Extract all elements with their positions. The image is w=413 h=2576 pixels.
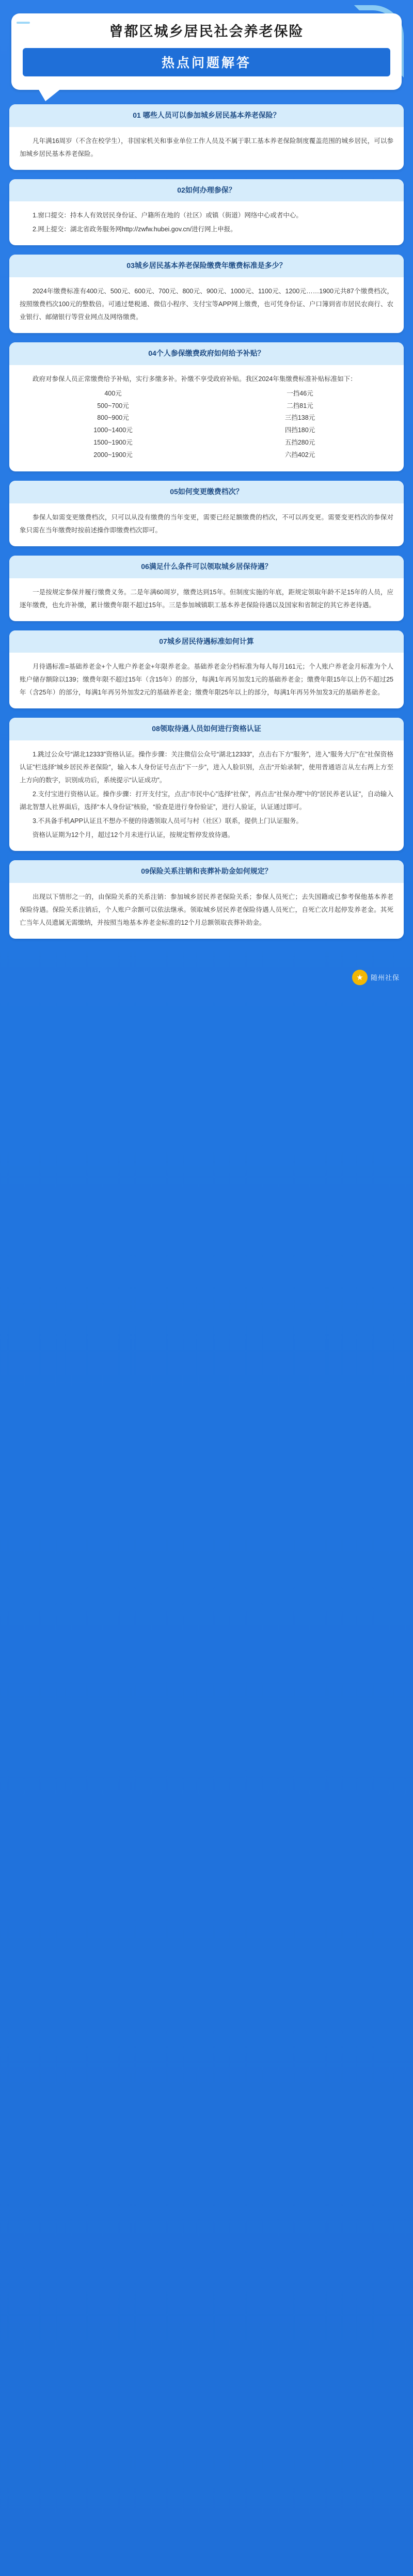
faq-paragraph: 1.窗口提交：持本人有效居民身份证、户籍所在地的（社区）或镇（街道）网络中心或者中心。 — [33, 212, 303, 219]
table-cell-subsidy: 五挡280元 — [284, 438, 315, 446]
faq-question: 04个人参保缴费政府如何给予补贴？ — [9, 342, 404, 366]
faq-card-02 — [9, 179, 404, 246]
faq-paragraph: 2.支付宝进行资格认证。操作步骤：打开支付宝，点击“市民中心”选择“社保”，再点击“社保办理”中的“居民养老认证”，自动输入湖北智慧人社界面后，选择“本人身份证”核验，“验查是进行身份验证”，进行人验证，认证通过即可。 — [20, 791, 393, 811]
faq-paragraph: 凡年满16周岁（不含在校学生），非国家机关和事业单位工作人员及不属于职工基本养老保险制度覆盖范围的城乡居民，可以参加城乡居民基本养老保险。 — [20, 137, 393, 157]
faq-answer — [9, 653, 404, 708]
faq-card-05 — [9, 481, 404, 546]
faq-card-09 — [9, 860, 404, 939]
table-cell-subsidy: 二挡81元 — [287, 402, 313, 409]
table-cell-bracket: 1500~1900元 — [93, 438, 133, 446]
table-cell-bracket: 2000~1900元 — [93, 451, 133, 459]
faq-answer — [9, 128, 404, 170]
table-row — [20, 412, 393, 424]
faq-answer — [9, 202, 404, 245]
faq-answer — [9, 883, 404, 939]
faq-answer — [9, 504, 404, 546]
faq-card-03 — [9, 255, 404, 333]
faq-card-04 — [9, 342, 404, 471]
table-row — [20, 437, 393, 449]
table-row — [20, 400, 393, 413]
faq-answer — [9, 741, 404, 851]
table-row — [20, 449, 393, 462]
faq-question: 07城乡居民待遇标准如何计算 — [9, 630, 404, 654]
faq-card-08 — [9, 718, 404, 851]
faq-paragraph: 出现以下情形之一的，由保险关系的关系注销：参加城乡居民养老保险关系；参保人员死亡；去失国籍或已参考保他基本养老保险待遇。保险关系注销后，个人账户余额可以依法继承。领取城乡居民养老保险待遇人员死亡，自死亡次月起停发养老金。其死亡当年人员遗属无需缴纳，并按照当地基本养老金标准的12个月总额领取丧葬补助金。 — [20, 893, 393, 926]
faq-question: 05如何变更缴费档次？ — [9, 481, 404, 504]
faq-question: 03城乡居民基本养老保险缴费年缴费标准是多少？ — [9, 255, 404, 278]
faq-paragraph: 1.跳过公众号“湖北12333”资格认证。操作步骤：关注微信公众号“湖北12333”，点击右下方“服务”，进入“服务大厅”在“社保资格认证”栏选择“城乡居民养老保险”，输入本人身份证号点击“下一步”，进入人脸识别，点击“开始录制”，使用普通语言从左右两上方至上方向的数字，识别成功后，系统提示“认证成功”。 — [20, 751, 394, 784]
faq-paragraph: 月待遇标准=基础养老金+个人账户养老金+年限养老金。基础养老金分档标准为每人每月161元；个人账户养老金月标准为个人账户储存额除以139；缴费年限不超过15年（含15年）的部分，每满1年再另加发1元的基础养老金；缴费年限15年以上仍不超过25年（含25年）的部分，每满1年再另外加发2元的基础养老金；缴费年限25年以上的部分，每满1年再另外加发3元的基础养老金。 — [20, 663, 393, 697]
faq-card-06 — [9, 556, 404, 621]
footer-badge — [352, 970, 400, 985]
faq-answer — [9, 579, 404, 621]
faq-paragraph: 一是按规定参保并履行缴费义务。二是年满60周岁，缴费达到15年。但制度实施的年底，距规定领取年龄不足15年的人员，应逐年缴费，也允许补缴，累计缴费年限不超过15年。三是参加城镇职工基本养老保险待遇以及国家和省制定的其它养老待遇。 — [20, 588, 393, 609]
title-speech-bubble — [11, 13, 402, 90]
table-cell-bracket: 1000~1400元 — [93, 426, 133, 434]
faq-card-07 — [9, 630, 404, 709]
faq-paragraph: 政府对参保人员正常缴费给予补贴，实行多缴多补。补缴不享受政府补贴。我区2024年集缴费标准补贴标准如下： — [33, 375, 357, 383]
faq-paragraph: 资格认证期为12个月，超过12个月未进行认证，按规定暂停发放待遇。 — [33, 831, 234, 839]
faq-paragraph: 2024年缴费标准有400元、500元、600元、700元、800元、900元、1000元、1100元、1200元……1900元共87个缴费档次，按照缴费档次100元的整数倍。可通过楚税通、微信小程序、支付宝等APP网上缴费，也可凭身份证、户口簿到省市居民农商行、农业银行、邮储银行等营业网点及网络缴费。 — [20, 288, 393, 321]
page-title: 曾都区城乡居民社会养老保险 — [109, 24, 304, 39]
faq-question: 09保险关系注销和丧葬补助金如何规定？ — [9, 860, 404, 883]
subsidy-table — [20, 388, 393, 462]
page-header — [0, 0, 413, 95]
faq-card-01 — [9, 104, 404, 170]
faq-question: 01 哪些人员可以参加城乡居民基本养老保险？ — [9, 104, 404, 128]
table-cell-subsidy: 一挡46元 — [287, 389, 313, 397]
faq-answer — [9, 366, 404, 472]
table-cell-subsidy: 三挡138元 — [284, 414, 315, 422]
table-cell-bracket: 500~700元 — [97, 402, 129, 409]
footer-badge-label: 随州社保 — [370, 974, 400, 982]
decorative-line-icon — [17, 22, 30, 24]
faq-paragraph: 2.网上提交：湖北省政务服务网http://zwfw.hubei.gov.cn/进行网上申报。 — [33, 226, 237, 233]
faq-answer — [9, 278, 404, 333]
faq-question: 02如何办理参保？ — [9, 179, 404, 202]
page-subtitle: 热点问题解答 — [161, 56, 251, 71]
table-cell-subsidy: 四挡180元 — [284, 426, 315, 434]
page-subtitle-band — [23, 48, 390, 76]
page-footer — [0, 952, 413, 988]
table-row — [20, 424, 393, 437]
faq-paragraph: 参保人如需变更缴费档次，只可以从没有缴费的当年变更，需要已经足额缴费的档次，不可以再变更。需要变更档次的参保对象只需在当年缴费时按前述操作即缴费档次即可。 — [20, 514, 393, 534]
table-cell-subsidy: 六挡402元 — [284, 451, 315, 459]
medal-icon: ★ — [352, 970, 368, 985]
table-cell-bracket: 400元 — [104, 389, 122, 397]
faq-paragraph: 3.不具备手机APP认证且不想办不便的待遇领取人员可与村（社区）联系，提供上门认证服务。 — [33, 817, 303, 825]
faq-question: 06满足什么条件可以领取城乡居保待遇？ — [9, 556, 404, 579]
table-cell-bracket: 800~900元 — [97, 414, 129, 422]
table-row — [20, 388, 393, 400]
faq-question: 08领取待遇人员如何进行资格认证 — [9, 718, 404, 741]
